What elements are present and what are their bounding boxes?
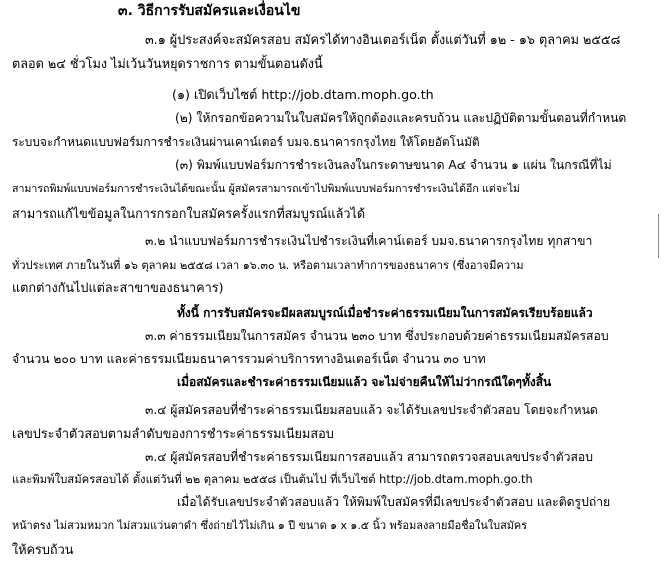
text-line: สามารถแก้ไขข้อมูลในการกรอกใบสมัครครั้งแรกที่สมบูรณ์แล้วได้ <box>12 206 366 221</box>
text-line: สามารถพิมพ์แบบฟอร์มการชำระเงินได้ขณะนั้น ผู้สมัครสามารถเข้าไปพิมพ์แบบฟอร์มการชำระเงินได้อีก แต่จะไม่ <box>12 183 521 195</box>
text-line: และพิมพ์ใบสมัครสอบได้ ตั้งแต่วันที่ ๒๒ ตุลาคม ๒๕๕๘ เป็นต้นไป ที่เว็บไซต์ http://job.dtam.moph.go.th <box>12 473 533 486</box>
text-line: (๓) พิมพ์แบบฟอร์มการชำระเงินลงในกระดาษขนาด A๔ จำนวน ๑ แผ่น ในกรณีที่ไม่ <box>175 158 612 172</box>
text-line: (๑) เปิดเว็บไซต์ http://job.dtam.moph.go.th <box>172 87 434 102</box>
section-heading: ๓. วิธีการรับสมัครและเงื่อนไข <box>118 3 301 19</box>
text-line: ๓.๔ ผู้สมัครสอบที่ชำระค่าธรรมเนียมการสอบแล้ว สามารถตรวจสอบเลขประจำตัวสอบ <box>145 450 593 464</box>
bold-notice: ทั้งนี้ การรับสมัครจะมีผลสมบูรณ์เมื่อชำระค่าธรรมเนียมในการสมัครเรียบร้อยแล้ว <box>177 306 593 320</box>
text-line: ๓.๑ ผู้ประสงค์จะสมัครสอบ สมัครได้ทางอินเตอร์เน็ต ตั้งแต่วันที่ ๑๒ - ๑๖ ตุลาคม ๒๕๕๘ <box>145 32 621 47</box>
text-line: ระบบจะกำหนดแบบฟอร์มการชำระเงินผ่านเคาน์เตอร์ บมจ.ธนาคารกรุงไทย ให้โดยอัตโนมัติ <box>12 135 480 149</box>
text-line: เมื่อได้รับเลขประจำตัวสอบแล้ว ให้พิมพ์ใบสมัครที่มีเลขประจำตัวสอบ และติดรูปถ่าย <box>177 495 611 509</box>
text-line: หน้าตรง ไม่สวมหมวก ไม่สวมแว่นตาดำ ซึ่งถ่ายไว้ไม่เกิน ๑ ปี ขนาด ๑ x ๑.๕ นิ้ว พร้อมลงลายมือชื่อในใบสมัคร <box>12 519 528 532</box>
text-line: ๓.๔ ผู้สมัครสอบที่ชำระค่าธรรมเนียมสอบแล้ว จะได้รับเลขประจำตัวสอบ โดยจะกำหนด <box>145 403 598 417</box>
bold-notice: เมื่อสมัครและชำระค่าธรรมเนียมแล้ว จะไม่จ่ายคืนให้ไม่ว่ากรณีใดๆทั้งสิ้น <box>177 375 552 389</box>
text-line: แตกต่างกันไปแต่ละสาขาของธนาคาร) <box>12 280 224 295</box>
text-line: ตลอด ๒๔ ชั่วโมง ไม่เว้นวันหยุดราชการ ตามขั้นตอนดังนี้ <box>12 56 323 71</box>
text-line: ทั่วประเทศ ภายในวันที่ ๑๖ ตุลาคม ๒๕๕๘ เวลา ๑๖.๓๐ น. หรือตามเวลาทำการของธนาคาร (ซึ่งอาจมีความ <box>12 259 524 272</box>
text-line: จำนวน ๒๐๐ บาท และค่าธรรมเนียมธนาคารรวมค่าบริการทางอินเตอร์เน็ต จำนวน ๓๐ บาท <box>12 352 486 366</box>
scan-edge-mark <box>658 214 659 258</box>
text-line: ๓.๓ ค่าธรรมเนียมในการสมัคร จำนวน ๒๓๐ บาท ซึ่งประกอบด้วยค่าธรรมเนียมสมัครสอบ <box>145 329 609 343</box>
text-line: ๓.๒ นำแบบฟอร์มการชำระเงินไปชำระเงินที่เคาน์เตอร์ บมจ.ธนาคารกรุงไทย ทุกสาขา <box>145 234 593 248</box>
text-line: เลขประจำตัวสอบตามลำดับของการชำระค่าธรรมเนียมสอบ <box>12 426 334 441</box>
text-line: ให้ครบถ้วน <box>12 542 74 557</box>
text-line: (๒) ให้กรอกข้อความในใบสมัครให้ถูกต้องและครบถ้วน และปฏิบัติตามขั้นตอนที่กำหนด <box>175 111 627 125</box>
